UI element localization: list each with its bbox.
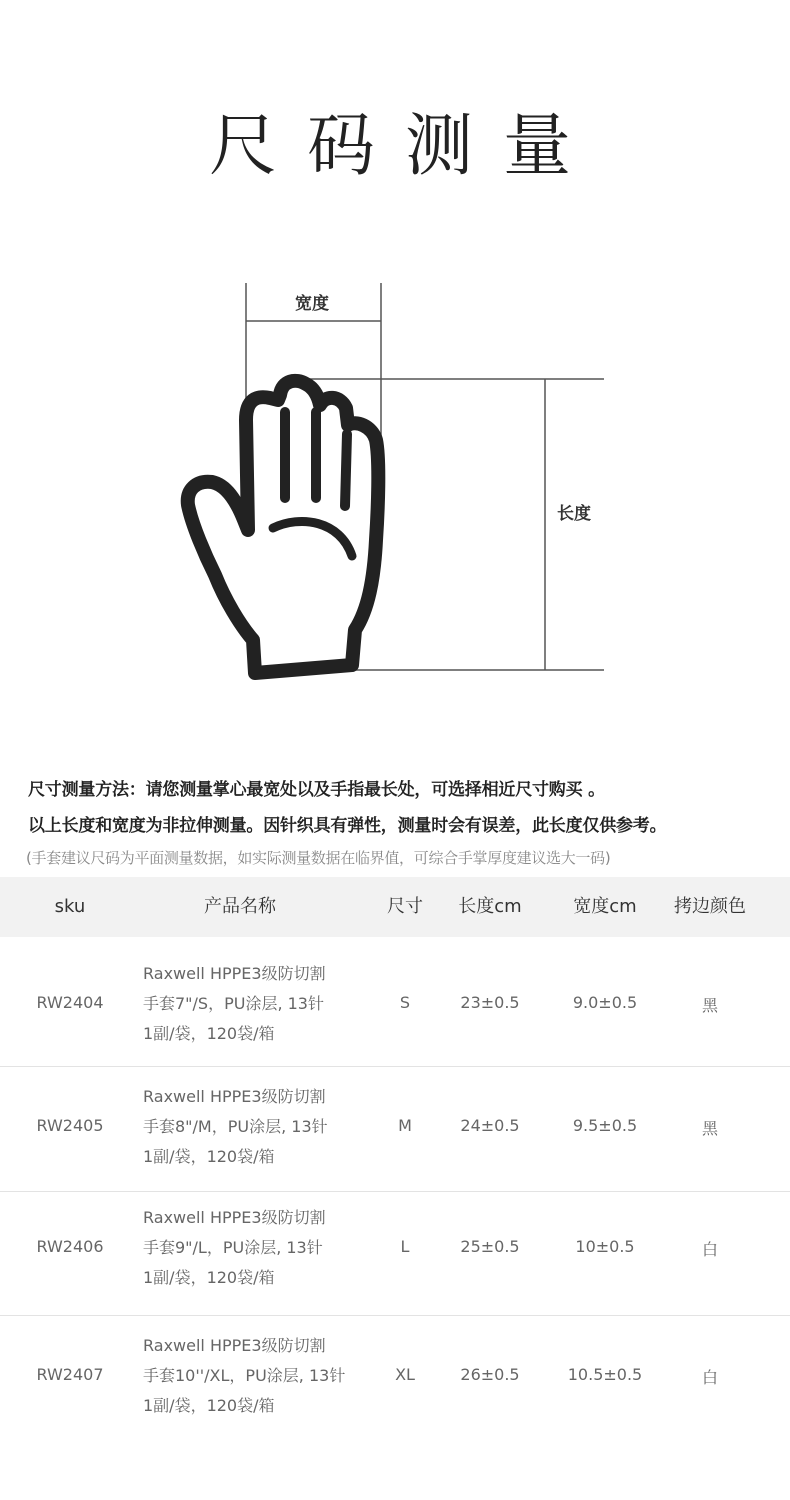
product-name-line: 1副/袋，120袋/箱: [143, 1024, 275, 1043]
cell-product-name: [143, 1331, 383, 1421]
cell-sku: RW2406: [36, 1237, 104, 1256]
product-name-line: 1副/袋，120袋/箱: [143, 1396, 275, 1415]
table-row: [0, 1067, 790, 1192]
cell-size: M: [398, 1116, 412, 1135]
cell-sku: RW2405: [36, 1116, 104, 1135]
header-width: 宽度cm: [573, 896, 637, 917]
header-product-name: 产品名称: [204, 896, 276, 917]
page-title: 尺码测量: [208, 107, 601, 186]
cell-length: 24±0.5: [460, 1116, 520, 1135]
cell-width: 10±0.5: [575, 1237, 635, 1256]
cell-length: 25±0.5: [460, 1237, 520, 1256]
cell-length: 26±0.5: [460, 1365, 520, 1384]
header-size: 尺寸: [387, 896, 423, 917]
table-row: [0, 1316, 790, 1446]
cell-sku: RW2407: [36, 1365, 104, 1384]
header-length: 长度cm: [458, 896, 522, 917]
product-name-line: 手套10''/XL，PU涂层, 13针: [143, 1366, 346, 1385]
table-header: [0, 877, 790, 937]
product-name-line: 手套7"/S，PU涂层, 13针: [143, 994, 324, 1013]
product-name-line: Raxwell HPPE3级防切割: [143, 1087, 326, 1106]
product-name-line: 1副/袋，120袋/箱: [143, 1268, 275, 1287]
cell-size: XL: [395, 1365, 415, 1384]
cell-width: 9.0±0.5: [572, 993, 638, 1012]
hand-measurement-diagram: [0, 270, 790, 690]
cell-edge-color: 白: [701, 1368, 718, 1387]
cell-edge-color: 黑: [701, 996, 718, 1015]
cell-size: S: [399, 993, 411, 1012]
width-label: 宽度: [295, 294, 329, 314]
header-sku: sku: [54, 896, 86, 917]
cell-edge-color: 黑: [701, 1119, 718, 1138]
cell-sku: RW2404: [36, 993, 104, 1012]
measurement-disclaimer-text: 以上长度和宽度为非拉伸测量。因针织具有弹性，测量时会有误差，此长度仅供参考。: [28, 816, 667, 836]
table-row: [0, 1192, 790, 1316]
hand-icon: [188, 381, 379, 673]
cell-width: 10.5±0.5: [567, 1365, 643, 1384]
product-name-line: 手套9"/L，PU涂层, 13针: [143, 1238, 323, 1257]
cell-edge-color: 白: [701, 1240, 718, 1259]
product-name-line: Raxwell HPPE3级防切割: [143, 964, 326, 983]
table-row: [0, 937, 790, 1067]
size-advice-text: (手套建议尺码为平面测量数据，如实际测量数据在临界值，可综合手掌厚度建议选大一码): [26, 849, 611, 867]
cell-product-name: [143, 1082, 383, 1172]
length-label: 长度: [557, 504, 591, 524]
cell-product-name: [143, 959, 383, 1049]
measurement-notes: [28, 772, 788, 872]
product-name-line: Raxwell HPPE3级防切割: [143, 1208, 326, 1227]
product-name-line: Raxwell HPPE3级防切割: [143, 1336, 326, 1355]
size-table: [0, 877, 790, 1446]
product-name-line: 手套8"/M，PU涂层, 13针: [143, 1117, 328, 1136]
cell-product-name: [143, 1203, 383, 1293]
cell-width: 9.5±0.5: [572, 1116, 638, 1135]
product-name-line: 1副/袋，120袋/箱: [143, 1147, 275, 1166]
cell-size: L: [400, 1237, 410, 1256]
header-edge-color: 拷边颜色: [674, 896, 746, 917]
cell-length: 23±0.5: [460, 993, 520, 1012]
measurement-method-text: 尺寸测量方法：请您测量掌心最宽处以及手指最长处，可选择相近尺寸购买 。: [28, 780, 605, 800]
